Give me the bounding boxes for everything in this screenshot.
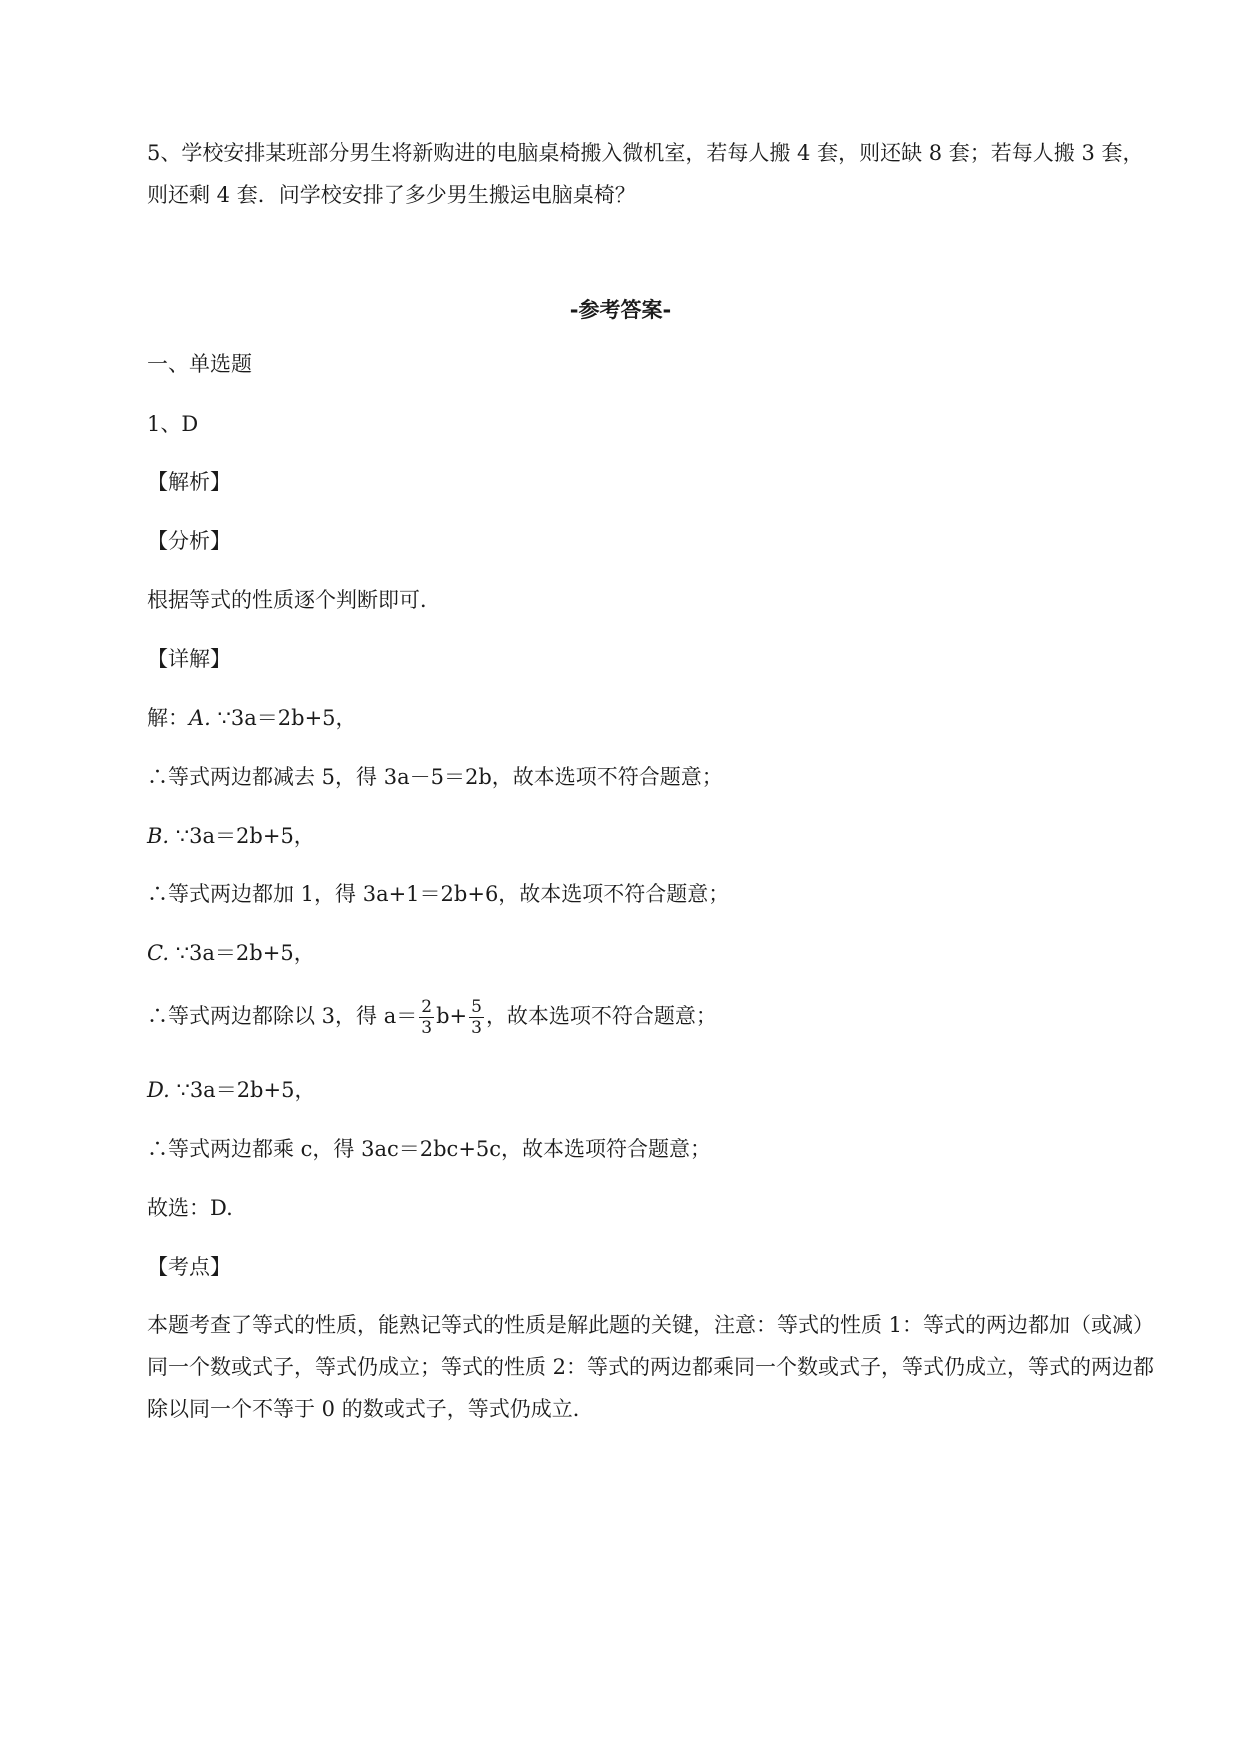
option-c-conclusion: [147, 992, 717, 1040]
option-b-conclusion: ∴等式两边都加 1，得 3a+1＝2b+6，故本选项不符合题意；: [147, 882, 730, 906]
fraction-five-thirds: $\frac{5}{3}$: [471, 997, 482, 1038]
option-d-conclusion: ∴等式两边都乘 c，得 3ac＝2bc+5c，故本选项符合题意；: [147, 1137, 712, 1161]
option-c-conclusion-lead: ∴等式两边都除以 3，得 a＝: [147, 1004, 418, 1028]
kaodian-text: 本题考查了等式的性质，能熟记等式的性质是解此题的关键，注意：等式的性质 1：等式的两边都加（或减）同一个数或式子，等式仍成立；等式的性质 2：等式的两边都乘同一个数或式子，等式仍成立，等式的两边都除以同一个不等于 0 的数或式子，等式仍成立．: [147, 1313, 1155, 1421]
option-c-conclusion-tail: ，故本选项不符合题意；: [485, 1004, 717, 1028]
option-a-label: A.: [189, 706, 211, 730]
kaodian-tag: 【考点】: [147, 1255, 231, 1279]
fraction-two-thirds: $\frac{2}{3}$: [421, 997, 433, 1038]
analysis-tag: 【解析】: [147, 470, 231, 494]
section-heading: 一、单选题: [147, 352, 252, 376]
fenxi-tag: 【分析】: [147, 529, 231, 553]
option-b-premise-text: ∵3a＝2b+5，: [175, 824, 315, 848]
option-c-label: C.: [147, 941, 169, 965]
option-d-premise: [147, 1076, 315, 1104]
question-5: 5、学校安排某班部分男生将新购进的电脑桌椅搬入微机室，若每人搬 4 套，则还缺 8 套；若每人搬 3 套，则还剩 4 套．问学校安排了多少男生搬运电脑桌椅？: [147, 141, 1144, 207]
option-b-label: B.: [147, 824, 170, 848]
answer-title: -参考答案-: [569, 298, 672, 322]
option-c-premise: [147, 939, 315, 967]
option-d-premise-text: ∵3a＝2b+5，: [176, 1078, 316, 1102]
option-c-conclusion-mid: b+: [436, 1004, 468, 1028]
question-1-answer: 1、D: [147, 412, 199, 436]
option-c-premise-text: ∵3a＝2b+5，: [175, 941, 315, 965]
option-a-premise-text: ∵3a＝2b+5，: [217, 706, 357, 730]
option-a-premise: [147, 704, 357, 732]
option-d-label: D.: [147, 1078, 170, 1102]
solution-prefix: 解：: [147, 706, 189, 730]
option-b-premise: [147, 822, 315, 850]
detail-tag: 【详解】: [147, 647, 231, 671]
option-a-conclusion: ∴等式两边都减去 5，得 3a－5＝2b，故本选项不符合题意；: [147, 765, 723, 789]
fenxi-text: 根据等式的性质逐个判断即可．: [147, 588, 441, 612]
final-choice: 故选：D.: [147, 1196, 233, 1220]
